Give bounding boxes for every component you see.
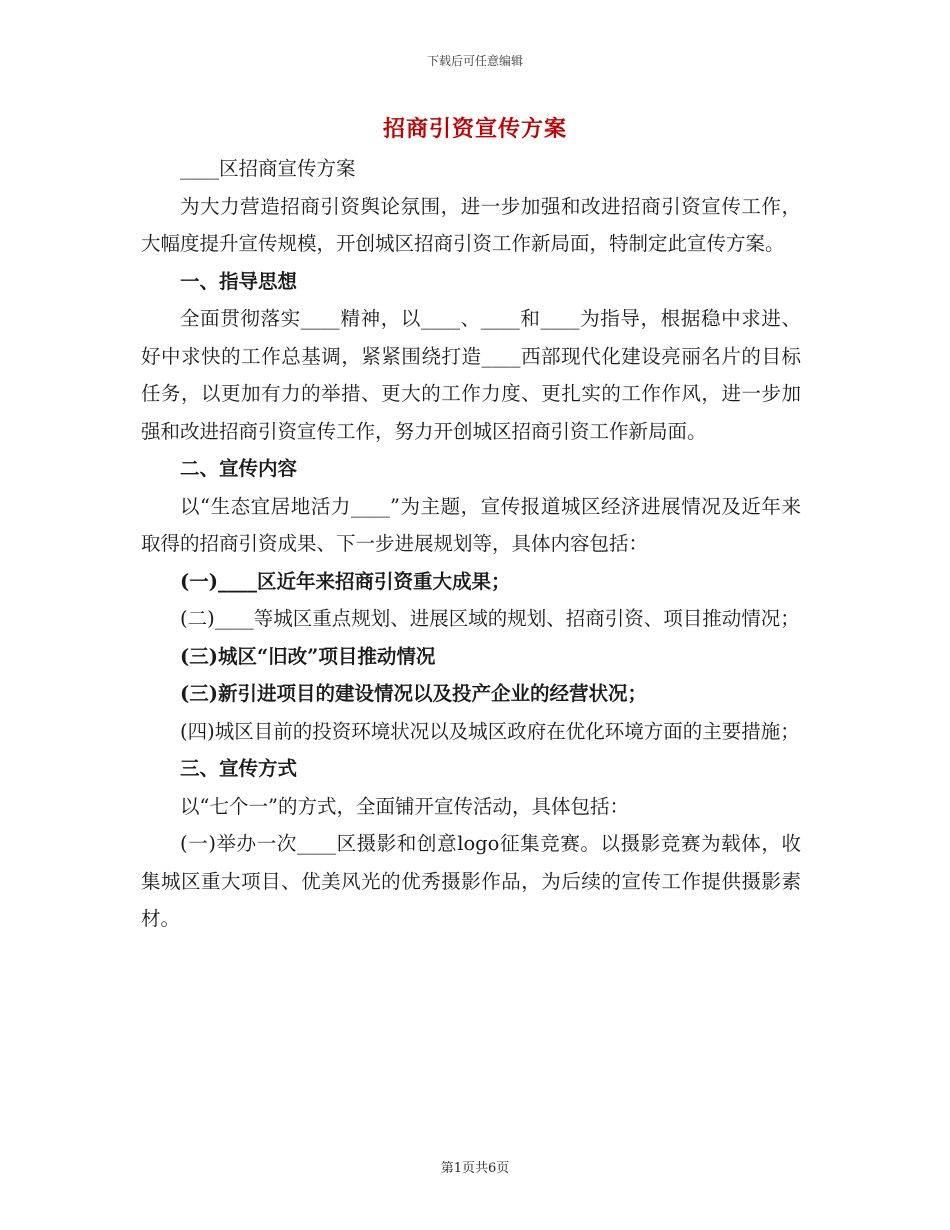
list-item-content-3b: (三)新引进项目的建设情况以及投产企业的经营状况； — [180, 682, 647, 705]
page-number: 第1页共6页 — [440, 1161, 510, 1176]
paragraph-guiding-ideology: 全面贯彻落实____精神，以____、____和____为指导，根据稳中求进、好中求快的工作总基调，紧紧围绕打造____西部现代化建设亮丽名片的目标任务，以更加有力的举措、更大的工作力度、更扎实的工作作风，进一步加强和改进招商引资宣传工作，努力开创城区招商引资工作新局面。 — [141, 307, 801, 443]
list-item-content-2: (二)____等城区重点规划、进展区域的规划、招商引资、项目推动情况； — [180, 607, 800, 630]
list-item-method-1: (一)举办一次____区摄影和创意logo征集竞赛。以摄影竞赛为载体，收集城区重大项目、优美风光的优秀摄影作品，为后续的宣传工作提供摄影素材。 — [141, 832, 801, 930]
list-item-content-1: (一)____区近年来招商引资重大成果； — [180, 569, 511, 593]
document-body — [141, 150, 801, 938]
list-item-content-4: (四)城区目前的投资环境状况以及城区政府在优化环境方面的主要措施； — [180, 719, 800, 743]
section-heading-publicity-methods: 三、宣传方式 — [180, 757, 298, 780]
section-heading-publicity-content: 二、宣传内容 — [180, 457, 298, 480]
paragraph-intro: 为大力营造招商引资舆论氛围，进一步加强和改进招商引资宣传工作，大幅度提升宣传规模，开创城区招商引资工作新局面，特制定此宣传方案。 — [141, 194, 801, 255]
paragraph-publicity-methods: 以“七个一”的方式，全面铺开宣传活动，具体包括： — [180, 794, 629, 818]
document-title: 招商引资宣传方案 — [382, 116, 567, 142]
list-item-content-3a: (三)城区“旧改”项目推动情况 — [180, 644, 436, 668]
section-heading-guiding-ideology: 一、指导思想 — [180, 269, 298, 293]
paragraph-subtitle: ____区招商宣传方案 — [180, 157, 356, 180]
paragraph-publicity-content: 以“生态宜居地活力____”为主题，宣传报道城区经济进展情况及近年来取得的招商引资成果、下一步进展规划等，具体内容包括： — [141, 494, 801, 555]
page-header-note: 下载后可任意编辑 — [426, 54, 523, 68]
